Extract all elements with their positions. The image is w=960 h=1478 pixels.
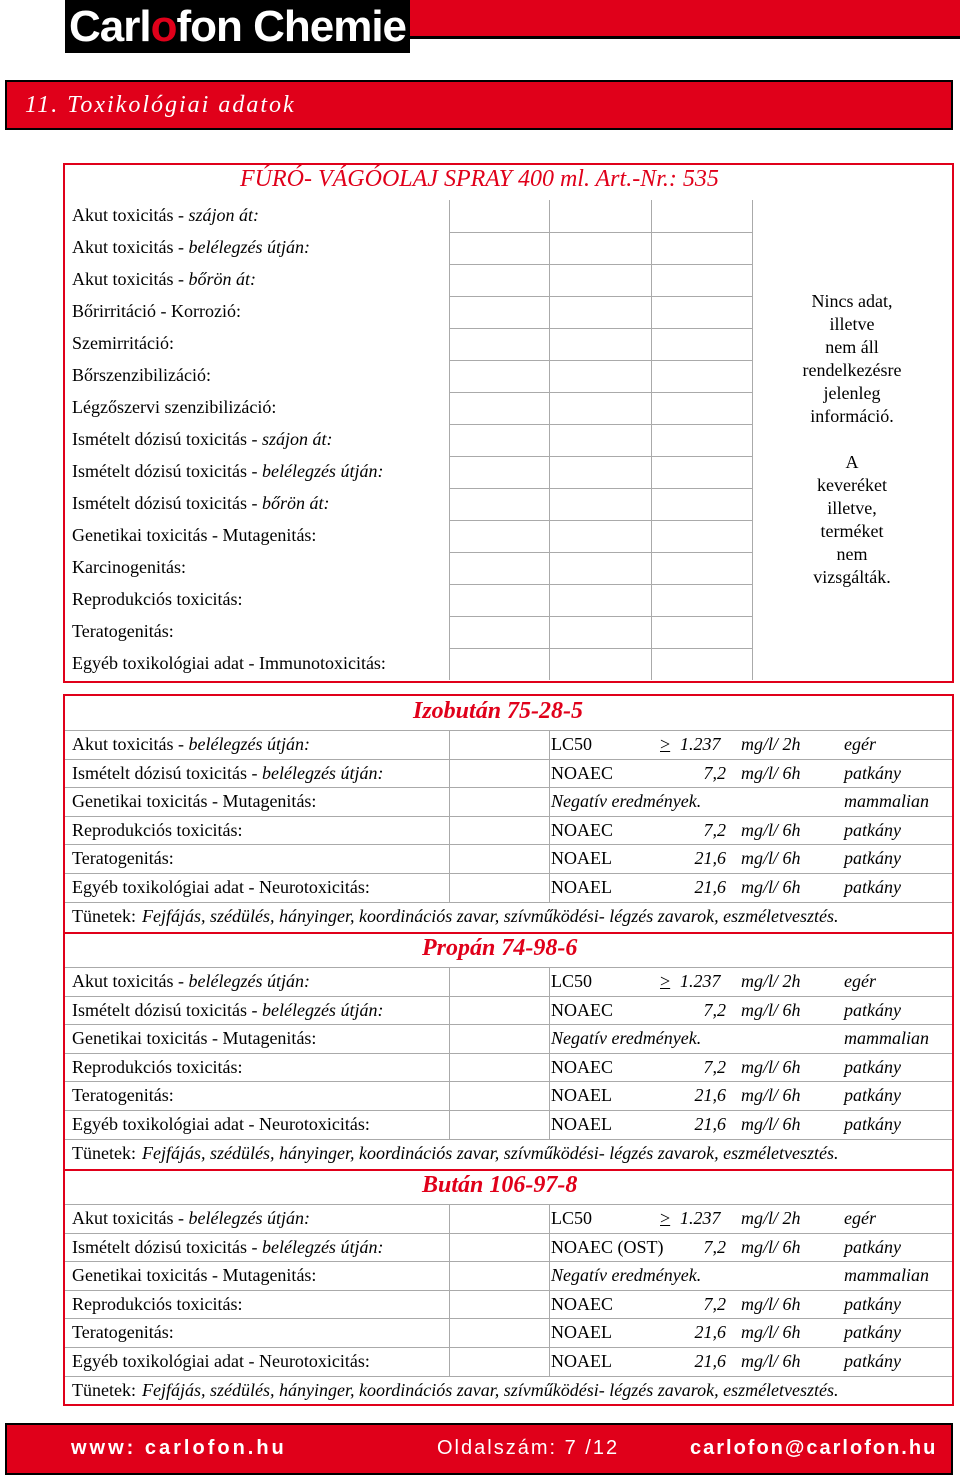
header-rule	[410, 36, 960, 39]
grid-hline	[449, 616, 752, 617]
tox-row-category: Ismételt dózisú toxicitás -	[72, 999, 262, 1020]
note-line: vizsgálták.	[813, 567, 891, 587]
symptoms-label: Tünetek:	[72, 905, 136, 926]
test-species: mammalian	[844, 1028, 929, 1049]
greater-equal-icon: >	[660, 971, 671, 991]
grid-hline	[65, 873, 952, 874]
grid-hline	[65, 1053, 952, 1054]
tox-row-category: Akut toxicitás -	[72, 205, 189, 225]
tox-row-category: Reprodukciós toxicitás:	[72, 1056, 243, 1077]
grid-hline	[65, 1081, 952, 1082]
tox-row-category: Teratogenitás:	[72, 1085, 174, 1106]
tox-row-label	[72, 848, 174, 869]
tox-row-label	[72, 734, 310, 755]
tox-row-route: belélegzés útján:	[188, 971, 310, 991]
tox-row-route: szájon át:	[188, 205, 259, 225]
symptoms-text: Fejfájás, szédülés, hányinger, koordinációs zavar, szívműködési- légzés zavarok, eszméletvesztés.	[141, 1142, 839, 1163]
grid-hline	[65, 1347, 952, 1348]
tox-row-category: Egyéb toxikológiai adat - Immunotoxicitás:	[72, 653, 386, 673]
tox-row-category: Akut toxicitás -	[72, 237, 189, 257]
endpoint-value: 21,6	[694, 1322, 726, 1343]
note-line: jelenleg	[823, 383, 881, 403]
endpoint-type: NOAEL	[551, 848, 612, 869]
endpoint-value: 7,2	[703, 1056, 726, 1077]
endpoint-type: NOAEL	[551, 1085, 612, 1106]
grid-hline	[65, 1024, 952, 1025]
tox-row-label	[72, 971, 310, 992]
tox-row-label	[72, 205, 259, 226]
endpoint-type: NOAEC (OST)	[551, 1236, 664, 1257]
grid-vline	[651, 200, 652, 680]
tox-row-route: belélegzés útján:	[261, 999, 384, 1020]
tox-row-label	[72, 791, 316, 812]
footer-email-link[interactable]: carlofon@carlofon.hu	[690, 1437, 938, 1459]
endpoint-unit: mg/l/ 6h	[741, 1351, 801, 1371]
tox-row-label	[72, 365, 211, 386]
endpoint-type: NOAEL	[551, 1114, 612, 1134]
company-logo	[65, 0, 410, 53]
tox-row-label	[72, 1000, 383, 1021]
test-species: patkány	[844, 877, 901, 897]
test-species: egér	[844, 1208, 876, 1228]
endpoint-unit: mg/l/ 2h	[741, 734, 801, 754]
test-species: patkány	[844, 1114, 901, 1134]
grid-hline	[65, 844, 952, 845]
section-title: 11. Toxikológiai adatok	[25, 92, 296, 118]
grid-hline	[65, 1110, 952, 1111]
note-line: nem áll	[825, 337, 879, 357]
endpoint-value: 1.237	[680, 734, 721, 754]
section-divider	[63, 932, 954, 934]
test-species: patkány	[844, 999, 901, 1020]
greater-equal-icon: >	[660, 734, 671, 754]
greater-equal-icon: >	[660, 1208, 671, 1228]
test-species: patkány	[844, 1293, 901, 1314]
tox-row-label	[72, 1265, 316, 1286]
tox-row-category: Reprodukciós toxicitás:	[72, 819, 243, 840]
grid-hline	[65, 902, 952, 903]
symptoms-label: Tünetek:	[72, 1142, 136, 1163]
product-title: FÚRÓ- VÁGÓOLAJ SPRAY 400 ml. Art.-Nr.: 535	[240, 166, 719, 192]
logo-text-3: fon Chemie	[176, 2, 407, 51]
test-species: patkány	[844, 1322, 901, 1343]
tox-row-label	[72, 525, 316, 546]
tox-row-label	[72, 1028, 316, 1049]
grid-hline	[449, 392, 752, 393]
endpoint-value: 7,2	[703, 1293, 726, 1314]
substance-title: Izobután 75-28-5	[413, 698, 584, 724]
tox-row-route: belélegzés útján:	[261, 1236, 384, 1257]
grid-hline	[65, 1261, 952, 1262]
endpoint-value: 7,2	[703, 1236, 726, 1257]
endpoint-value: 21,6	[694, 1085, 726, 1106]
grid-hline	[449, 648, 752, 649]
test-species: patkány	[844, 1236, 901, 1257]
test-species: patkány	[844, 848, 901, 869]
grid-hline	[449, 456, 752, 457]
tox-row-category: Akut toxicitás -	[72, 269, 189, 289]
tox-row-label	[72, 1114, 370, 1135]
footer-page-number: Oldalszám: 7 /12	[437, 1437, 620, 1459]
tox-row-category: Teratogenitás:	[72, 621, 174, 641]
test-species: mammalian	[844, 1265, 929, 1286]
endpoint-unit: mg/l/ 6h	[741, 877, 801, 897]
note-line: A	[845, 452, 859, 472]
test-species: egér	[844, 971, 876, 991]
tox-row-route: belélegzés útján:	[188, 237, 310, 257]
tox-row-route: szájon át:	[261, 429, 333, 449]
substance-title: Bután 106-97-8	[422, 1172, 578, 1198]
symptoms-text: Fejfájás, szédülés, hányinger, koordinációs zavar, szívműködési- légzés zavarok, eszméletvesztés.	[141, 905, 839, 926]
tox-row-category: Ismételt dózisú toxicitás -	[72, 493, 262, 513]
endpoint-value: 21,6	[694, 1114, 726, 1134]
grid-hline	[65, 1376, 952, 1377]
tox-row-route: bőrön át:	[261, 493, 330, 513]
substance-title: Propán 74-98-6	[422, 935, 578, 961]
tox-row-category: Genetikai toxicitás - Mutagenitás:	[72, 525, 317, 545]
tox-row-category: Egyéb toxikológiai adat - Neurotoxicitás:	[72, 877, 370, 897]
grid-vline	[549, 200, 550, 680]
endpoint-type: LC50	[551, 971, 593, 991]
tox-row-category: Teratogenitás:	[72, 1322, 174, 1343]
endpoint-unit: mg/l/ 2h	[741, 1208, 801, 1228]
tox-row-category: Ismételt dózisú toxicitás -	[72, 762, 262, 783]
grid-hline	[449, 424, 752, 425]
endpoint-type: NOAEC	[551, 762, 613, 783]
endpoint-value: 7,2	[703, 819, 726, 840]
endpoint-value: 7,2	[703, 999, 726, 1020]
tox-row-label	[72, 301, 241, 322]
tox-row-label	[72, 237, 310, 258]
tox-row-category: Akut toxicitás -	[72, 971, 189, 991]
grid-hline	[65, 1139, 952, 1140]
note-line: keveréket	[817, 475, 887, 495]
tox-row-label	[72, 269, 256, 290]
grid-hline	[449, 520, 752, 521]
endpoint-value: 21,6	[694, 877, 726, 897]
endpoint-value: 1.237	[680, 971, 721, 991]
symptoms-row	[72, 1380, 839, 1401]
tox-row-route: bőrön át:	[188, 269, 256, 289]
logo-text-2: o	[150, 2, 177, 51]
tox-row-label	[72, 333, 174, 354]
result-text: Negatív eredmények.	[551, 791, 702, 812]
note-line: illetve,	[827, 498, 877, 518]
grid-hline	[449, 488, 752, 489]
tox-row-label	[72, 1351, 370, 1372]
endpoint-type: NOAEC	[551, 999, 613, 1020]
grid-hline	[65, 1290, 952, 1291]
result-text: Negatív eredmények.	[551, 1028, 702, 1049]
grid-hline	[449, 264, 752, 265]
grid-hline	[449, 584, 752, 585]
endpoint-unit: mg/l/ 6h	[741, 999, 801, 1020]
tox-row-label	[72, 493, 329, 514]
endpoint-value: 7,2	[703, 762, 726, 783]
tox-row-label	[72, 461, 383, 482]
tox-row-category: Bőrirritáció - Korrozió:	[72, 301, 241, 321]
tox-row-label	[72, 820, 242, 841]
tox-row-label	[72, 397, 276, 418]
endpoint-value: 21,6	[694, 1351, 726, 1371]
tox-row-category: Reprodukciós toxicitás:	[72, 589, 243, 609]
endpoint-unit: mg/l/ 2h	[741, 971, 801, 991]
tox-row-label	[72, 1057, 242, 1078]
note-line: terméket	[820, 521, 884, 541]
footer-bar	[5, 1423, 953, 1475]
header-red-bar	[410, 0, 960, 36]
tox-row-category: Akut toxicitás -	[72, 1208, 189, 1228]
test-species: patkány	[844, 762, 901, 783]
grid-hline	[449, 232, 752, 233]
grid-hline	[65, 759, 952, 760]
tox-row-label	[72, 621, 174, 642]
grid-hline	[65, 967, 952, 968]
endpoint-type: NOAEL	[551, 1351, 612, 1371]
tox-row-category: Egyéb toxikológiai adat - Neurotoxicitás:	[72, 1114, 370, 1134]
result-text: Negatív eredmények.	[551, 1265, 702, 1286]
tox-row-label	[72, 763, 383, 784]
endpoint-unit: mg/l/ 6h	[741, 1236, 801, 1257]
grid-hline	[449, 360, 752, 361]
tox-row-label	[72, 1208, 310, 1229]
grid-hline	[65, 996, 952, 997]
tox-row-category: Légzőszervi szenzibilizáció:	[72, 397, 277, 417]
note-line: Nincs adat,	[811, 291, 893, 311]
grid-hline	[65, 787, 952, 788]
grid-hline	[65, 816, 952, 817]
tox-row-category: Ismételt dózisú toxicitás -	[72, 461, 262, 481]
endpoint-unit: mg/l/ 6h	[741, 819, 801, 840]
endpoint-type: NOAEC	[551, 1293, 613, 1314]
test-species: patkány	[844, 1085, 901, 1106]
tox-row-label	[72, 1322, 174, 1343]
tox-row-category: Szemirritáció:	[72, 333, 174, 353]
tox-row-category: Reprodukciós toxicitás:	[72, 1293, 243, 1314]
tox-row-category: Egyéb toxikológiai adat - Neurotoxicitás:	[72, 1351, 370, 1371]
tox-row-label	[72, 653, 386, 674]
test-species: patkány	[844, 1056, 901, 1077]
endpoint-type: LC50	[551, 1208, 593, 1228]
grid-hline	[449, 552, 752, 553]
test-species: patkány	[844, 1351, 901, 1371]
grid-hline	[449, 296, 752, 297]
test-species: mammalian	[844, 791, 929, 812]
section-banner	[5, 80, 953, 130]
note-line: nem	[836, 544, 868, 564]
endpoint-value: 1.237	[680, 1208, 721, 1228]
tox-row-route: belélegzés útján:	[188, 1208, 310, 1228]
logo-text-1: Carl	[68, 2, 151, 51]
grid-vline	[752, 200, 753, 680]
endpoint-unit: mg/l/ 6h	[741, 1085, 801, 1106]
symptoms-row	[72, 1143, 839, 1164]
endpoint-type: NOAEC	[551, 1056, 613, 1077]
tox-row-category: Genetikai toxicitás - Mutagenitás:	[72, 1028, 317, 1049]
endpoint-unit: mg/l/ 6h	[741, 1293, 801, 1314]
symptoms-label: Tünetek:	[72, 1379, 136, 1400]
endpoint-value: 21,6	[694, 848, 726, 869]
test-species: patkány	[844, 819, 901, 840]
tox-row-route: belélegzés útján:	[188, 734, 310, 754]
tox-row-label	[72, 1085, 174, 1106]
endpoint-unit: mg/l/ 6h	[741, 1114, 801, 1134]
note-line: rendelkezésre	[802, 360, 902, 380]
grid-hline	[449, 328, 752, 329]
grid-hline	[65, 1233, 952, 1234]
tox-row-category: Bőrszenzibilizáció:	[72, 365, 211, 385]
tox-row-route: belélegzés útján:	[261, 461, 384, 481]
tox-row-category: Ismételt dózisú toxicitás -	[72, 1236, 262, 1257]
endpoint-unit: mg/l/ 6h	[741, 1322, 801, 1343]
footer-website-link[interactable]: www: carlofon.hu	[71, 1437, 287, 1459]
tox-row-label	[72, 877, 370, 898]
tox-row-label	[72, 429, 332, 450]
endpoint-unit: mg/l/ 6h	[741, 848, 801, 869]
note-line: illetve	[829, 314, 875, 334]
endpoint-unit: mg/l/ 6h	[741, 762, 801, 783]
test-species: egér	[844, 734, 876, 754]
section-divider	[63, 1169, 954, 1171]
tox-row-label	[72, 589, 242, 610]
tox-row-label	[72, 1237, 383, 1258]
tox-row-category: Genetikai toxicitás - Mutagenitás:	[72, 1265, 317, 1286]
no-data-note	[788, 290, 916, 589]
tox-row-category: Teratogenitás:	[72, 848, 174, 869]
tox-row-category: Genetikai toxicitás - Mutagenitás:	[72, 791, 317, 812]
grid-vline	[449, 200, 450, 680]
symptoms-text: Fejfájás, szédülés, hányinger, koordinációs zavar, szívműködési- légzés zavarok, eszméletvesztés.	[141, 1379, 839, 1400]
endpoint-type: NOAEL	[551, 1322, 612, 1343]
symptoms-row	[72, 906, 839, 927]
tox-row-category: Akut toxicitás -	[72, 734, 189, 754]
tox-row-category: Ismételt dózisú toxicitás -	[72, 429, 262, 449]
grid-hline	[65, 730, 952, 731]
grid-hline	[65, 1204, 952, 1205]
endpoint-type: NOAEL	[551, 877, 612, 897]
tox-row-category: Karcinogenitás:	[72, 557, 186, 577]
endpoint-type: NOAEC	[551, 819, 613, 840]
tox-row-label	[72, 1294, 242, 1315]
tox-row-label	[72, 557, 186, 578]
endpoint-type: LC50	[551, 734, 593, 754]
tox-row-route: belélegzés útján:	[261, 762, 384, 783]
grid-hline	[65, 1318, 952, 1319]
endpoint-unit: mg/l/ 6h	[741, 1056, 801, 1077]
note-line: információ.	[810, 406, 894, 426]
